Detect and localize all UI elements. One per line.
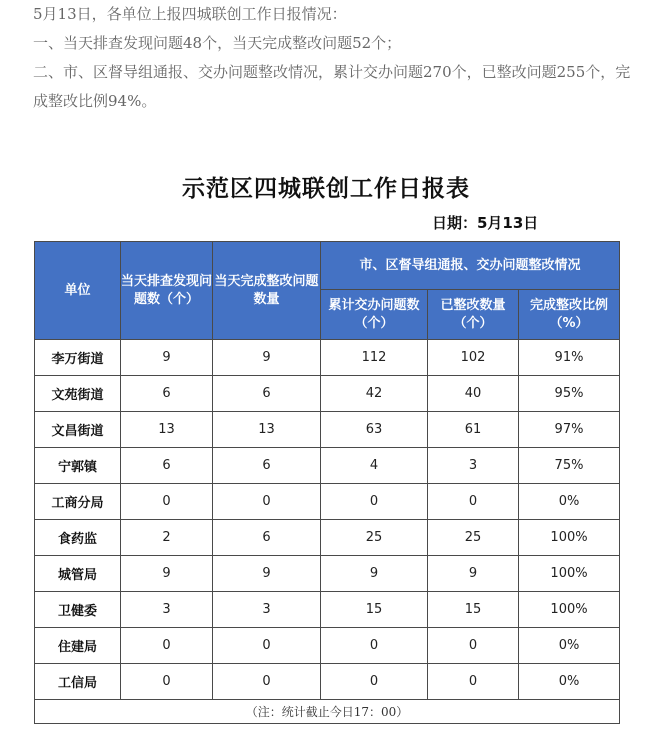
cell-assigned: 4	[321, 448, 428, 484]
header-ratio: 完成整改比例（%）	[519, 290, 620, 340]
cell-unit: 住建局	[35, 628, 121, 664]
cell-found: 2	[121, 520, 213, 556]
table-note: （注：统计截止今日17：00）	[35, 700, 620, 724]
cell-found: 9	[121, 340, 213, 376]
table-row	[35, 520, 620, 556]
table-row	[35, 664, 620, 700]
cell-rectified: 0	[428, 628, 519, 664]
report-date: 日期：5月13日	[432, 214, 539, 232]
summary-line-supervision: 二、市、区督导组通报、交办问题整改情况，累计交办问题270个，已整改问题255个，完成整改比例94%。	[33, 63, 631, 110]
cell-rectified: 102	[428, 340, 519, 376]
cell-fixed: 9	[213, 340, 321, 376]
cell-found: 0	[121, 664, 213, 700]
header-fixed-today: 当天完成整改问题数量	[213, 242, 321, 340]
table-row	[35, 340, 620, 376]
cell-fixed: 13	[213, 412, 321, 448]
cell-ratio: 0%	[519, 628, 620, 664]
table-row	[35, 376, 620, 412]
cell-assigned: 42	[321, 376, 428, 412]
cell-assigned: 0	[321, 628, 428, 664]
cell-assigned: 15	[321, 592, 428, 628]
cell-rectified: 15	[428, 592, 519, 628]
summary-line-daily: 一、当天排查发现问题48个，当天完成整改问题52个；	[33, 34, 402, 52]
table-row	[35, 448, 620, 484]
cell-ratio: 91%	[519, 340, 620, 376]
cell-unit: 卫健委	[35, 592, 121, 628]
cell-assigned: 112	[321, 340, 428, 376]
cell-unit: 文苑街道	[35, 376, 121, 412]
summary-line-date: 5月13日，各单位上报四城联创工作日报情况：	[33, 5, 347, 23]
header-supervision-group: 市、区督导组通报、交办问题整改情况	[321, 242, 620, 290]
cell-found: 6	[121, 376, 213, 412]
cell-fixed: 9	[213, 556, 321, 592]
cell-unit: 李万街道	[35, 340, 121, 376]
cell-fixed: 6	[213, 448, 321, 484]
cell-rectified: 40	[428, 376, 519, 412]
cell-ratio: 100%	[519, 592, 620, 628]
header-rectified: 已整改数量（个）	[428, 290, 519, 340]
cell-rectified: 61	[428, 412, 519, 448]
cell-found: 0	[121, 628, 213, 664]
report-summary	[33, 0, 643, 116]
cell-ratio: 0%	[519, 484, 620, 520]
cell-rectified: 0	[428, 484, 519, 520]
header-unit: 单位	[35, 242, 121, 340]
table-row	[35, 556, 620, 592]
header-found-today: 当天排查发现问题数（个）	[121, 242, 213, 340]
cell-fixed: 6	[213, 520, 321, 556]
cell-fixed: 0	[213, 628, 321, 664]
cell-unit: 文昌街道	[35, 412, 121, 448]
cell-ratio: 0%	[519, 664, 620, 700]
table-body	[35, 340, 620, 700]
daily-report-table	[34, 241, 620, 724]
cell-fixed: 6	[213, 376, 321, 412]
table-row	[35, 628, 620, 664]
cell-found: 0	[121, 484, 213, 520]
cell-assigned: 63	[321, 412, 428, 448]
table-footer	[35, 700, 620, 724]
cell-unit: 工信局	[35, 664, 121, 700]
header-assigned-total: 累计交办问题数（个）	[321, 290, 428, 340]
cell-unit: 城管局	[35, 556, 121, 592]
cell-unit: 宁郭镇	[35, 448, 121, 484]
cell-found: 6	[121, 448, 213, 484]
cell-unit: 工商分局	[35, 484, 121, 520]
table-header	[35, 242, 620, 340]
cell-assigned: 0	[321, 664, 428, 700]
cell-ratio: 75%	[519, 448, 620, 484]
cell-assigned: 25	[321, 520, 428, 556]
cell-rectified: 25	[428, 520, 519, 556]
cell-found: 9	[121, 556, 213, 592]
cell-fixed: 0	[213, 484, 321, 520]
table-row	[35, 412, 620, 448]
table-row	[35, 592, 620, 628]
cell-assigned: 9	[321, 556, 428, 592]
table-row	[35, 484, 620, 520]
report-title: 示范区四城联创工作日报表	[182, 176, 470, 202]
cell-unit: 食药监	[35, 520, 121, 556]
cell-rectified: 0	[428, 664, 519, 700]
cell-ratio: 100%	[519, 556, 620, 592]
cell-rectified: 3	[428, 448, 519, 484]
cell-found: 13	[121, 412, 213, 448]
cell-fixed: 0	[213, 664, 321, 700]
cell-rectified: 9	[428, 556, 519, 592]
cell-assigned: 0	[321, 484, 428, 520]
cell-ratio: 100%	[519, 520, 620, 556]
cell-found: 3	[121, 592, 213, 628]
cell-fixed: 3	[213, 592, 321, 628]
cell-ratio: 95%	[519, 376, 620, 412]
cell-ratio: 97%	[519, 412, 620, 448]
